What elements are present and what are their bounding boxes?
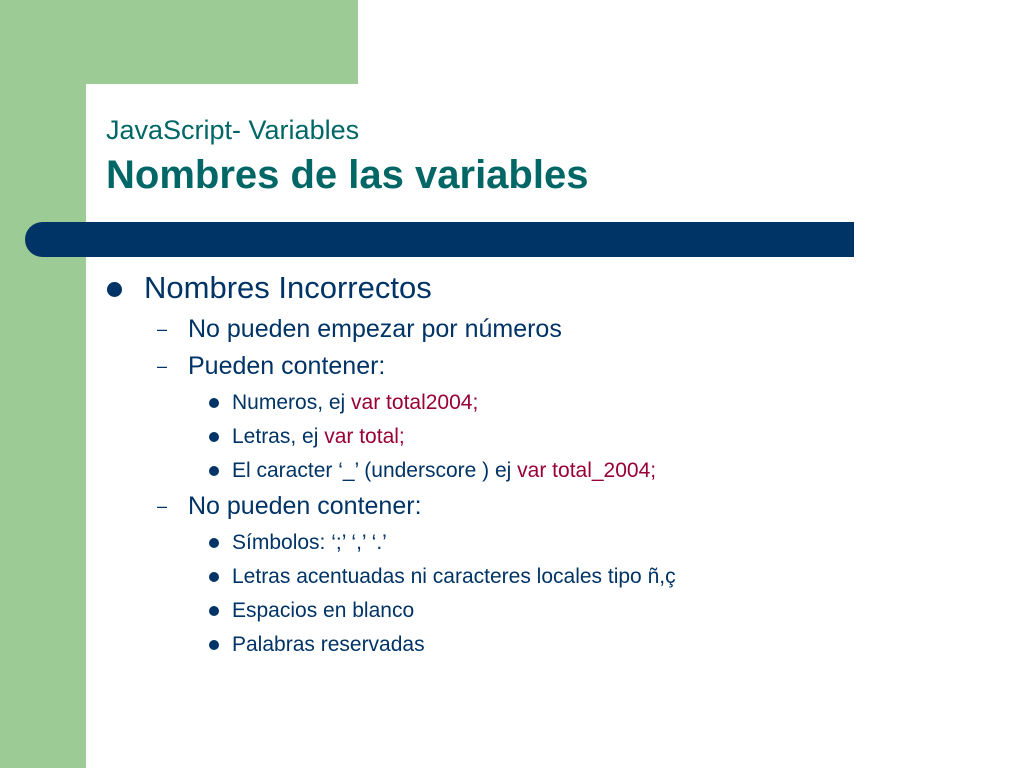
bullet-dot-icon bbox=[209, 606, 219, 616]
item-no-pueden-contener: No pueden contener: bbox=[188, 492, 422, 520]
code-var-total2004: var total2004; bbox=[351, 391, 479, 414]
bullet-dot-icon bbox=[209, 466, 219, 476]
item-letras bbox=[232, 424, 405, 450]
dash-icon: – bbox=[157, 496, 168, 516]
bullet-dot-icon bbox=[209, 538, 219, 548]
dash-icon: – bbox=[157, 356, 168, 376]
item-underscore bbox=[232, 458, 656, 484]
slide-title: Nombres de las variables bbox=[106, 153, 589, 197]
item-underscore-text: El caracter ‘_’ (underscore ) ej bbox=[232, 459, 518, 482]
left-green-band bbox=[0, 0, 86, 768]
item-numeros-text: Numeros, ej bbox=[232, 391, 352, 414]
bullet-dot-icon bbox=[209, 572, 219, 582]
item-reservadas: Palabras reservadas bbox=[232, 633, 425, 656]
item-letras-text: Letras, ej bbox=[232, 425, 325, 448]
bullet-nombres-incorrectos: Nombres Incorrectos bbox=[144, 270, 432, 305]
bullet-dot-icon bbox=[107, 282, 122, 297]
item-no-empezar-numeros: No pueden empezar por números bbox=[188, 315, 562, 343]
top-green-band bbox=[0, 0, 358, 84]
item-simbolos: Símbolos: ‘;’ ‘,’ ‘.’ bbox=[232, 531, 387, 554]
item-numeros bbox=[232, 390, 478, 416]
dash-icon: – bbox=[157, 319, 168, 339]
item-acentuadas: Letras acentuadas ni caracteres locales tipo ñ,ç bbox=[232, 565, 676, 588]
item-pueden-contener: Pueden contener: bbox=[188, 352, 386, 380]
item-espacios: Espacios en blanco bbox=[232, 599, 415, 622]
code-var-total-2004: var total_2004; bbox=[517, 459, 657, 482]
title-divider-bar bbox=[25, 222, 854, 257]
bullet-dot-icon bbox=[209, 640, 219, 650]
code-var-total: var total; bbox=[324, 425, 405, 448]
slide-subtitle: JavaScript- Variables bbox=[106, 115, 360, 145]
bullet-dot-icon bbox=[209, 398, 219, 408]
bullet-dot-icon bbox=[209, 432, 219, 442]
